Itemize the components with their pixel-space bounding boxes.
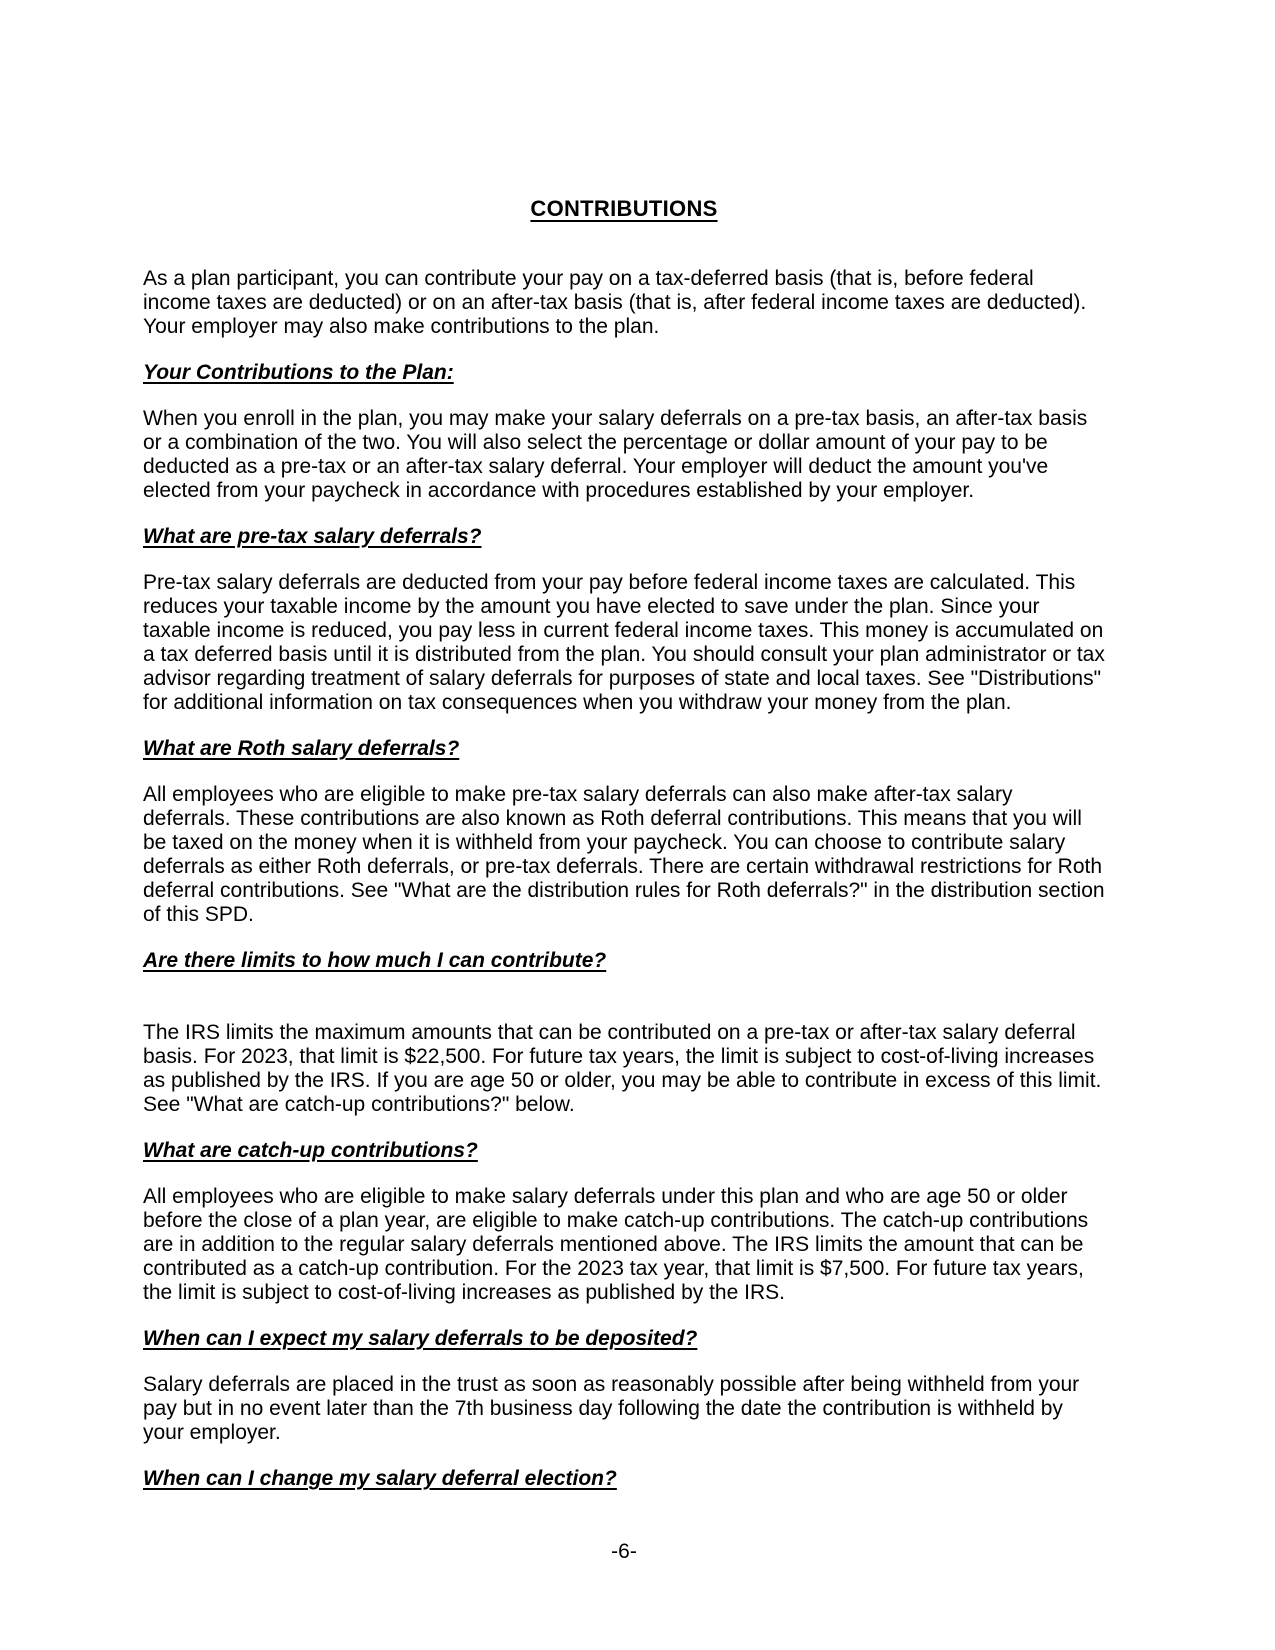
heading-pretax-salary-deferrals (143, 525, 1105, 549)
heading-your-contributions-to-the-plan (143, 361, 1105, 385)
page-title (143, 195, 1105, 222)
heading-text: Your Contributions to the Plan: (143, 361, 454, 384)
heading-text: When can I expect my salary deferrals to be deposited? (143, 1327, 698, 1350)
paragraph-pretax-salary-deferrals: Pre-tax salary deferrals are deducted from your pay before federal income taxes are calculated. This reduces your taxable income by the amount you have elected to save under the plan. Since your taxable income is reduced, you pay less in current federal income taxes. This money is accumulated on a tax deferred basis until it is distributed from the plan. You should consult your plan administrator or tax advisor regarding treatment of salary deferrals for purposes of state and local taxes. See "Distributions" for additional information on tax consequences when you withdraw your money from the plan. (143, 571, 1105, 714)
page-number: -6- (611, 1540, 637, 1563)
heading-deferral-deposit-timing (143, 1327, 1105, 1351)
heading-catchup-contributions (143, 1139, 1105, 1163)
paragraph-catchup-contributions: All employees who are eligible to make salary deferrals under this plan and who are age 50 or older before the close of a plan year, are eligible to make catch-up contributions. The catch-up contributions are in addition to the regular salary deferrals mentioned above. The IRS limits the amount that can be contributed as a catch-up contribution. For the 2023 tax year, that limit is $7,500. For future tax years, the limit is subject to cost-of-living increases as published by the IRS. (143, 1185, 1089, 1304)
page-title-text: CONTRIBUTIONS (530, 196, 718, 221)
heading-text: What are Roth salary deferrals? (143, 737, 460, 760)
heading-roth-salary-deferrals (143, 737, 1105, 761)
heading-contribution-limits (143, 949, 1105, 973)
heading-text: What are catch-up contributions? (143, 1139, 478, 1162)
paragraph-your-contributions: When you enroll in the plan, you may make your salary deferrals on a pre-tax basis, an after-tax basis or a combination of the two. You will also select the percentage or dollar amount of your pay to be deducted as a pre-tax or an after-tax salary deferral. Your employer will deduct the amount you've elected from your paycheck in accordance with procedures established by your employer. (143, 407, 1088, 502)
page-footer (143, 1540, 1105, 1564)
heading-text: When can I change my salary deferral election? (143, 1467, 617, 1490)
paragraph-contribution-limits: The IRS limits the maximum amounts that can be contributed on a pre-tax or after-tax salary deferral basis. For 2023, that limit is $22,500. For future tax years, the limit is subject to cost-of-living increases as published by the IRS. If you are age 50 or older, you may be able to contribute in excess of this limit. See "What are catch-up contributions?" below. (143, 1021, 1102, 1116)
heading-text: What are pre-tax salary deferrals? (143, 525, 482, 548)
heading-text: Are there limits to how much I can contribute? (143, 949, 607, 972)
heading-change-deferral-election (143, 1467, 1105, 1491)
paragraph-deferral-deposit-timing: Salary deferrals are placed in the trust as soon as reasonably possible after being withheld from your pay but in no event later than the 7th business day following the date the contribution is withheld by your employer. (143, 1373, 1080, 1444)
intro-paragraph: As a plan participant, you can contribute your pay on a tax-deferred basis (that is, before federal income taxes are deducted) or on an after-tax basis (that is, after federal income taxes are deducted). Your employer may also make contributions to the plan. (143, 267, 1087, 338)
paragraph-roth-salary-deferrals: All employees who are eligible to make pre-tax salary deferrals can also make after-tax salary deferrals. These contributions are also known as Roth deferral contributions. This means that you will be taxed on the money when it is withheld from your paycheck. You can choose to contribute salary deferrals as either Roth deferrals, or pre-tax deferrals. There are certain withdrawal restrictions for Roth deferral contributions. See "What are the distribution rules for Roth deferrals?" in the distribution section of this SPD. (143, 783, 1105, 926)
